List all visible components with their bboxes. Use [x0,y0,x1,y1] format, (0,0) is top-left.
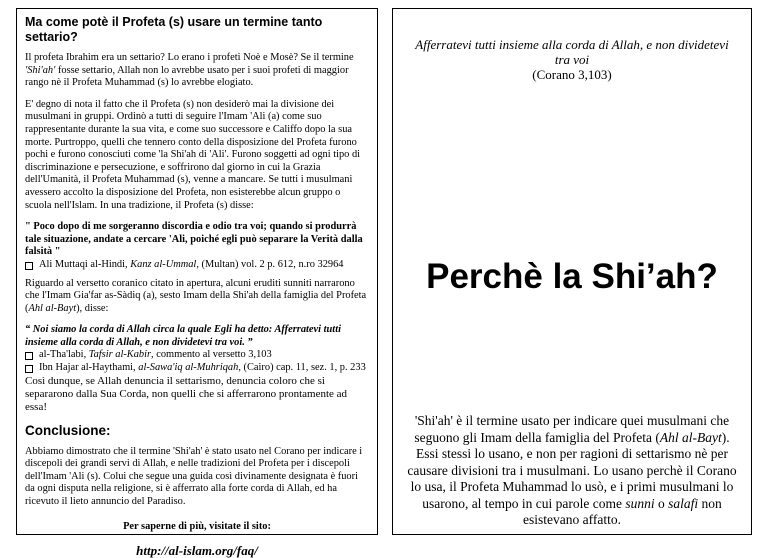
reference-list-1 [25,259,369,272]
paragraph-sectarianism: Così dunque, se Allah denuncia il settarismo, denuncia coloro che si separarono dalla Sua Corda, non quelli che si afferrarono prontamente ad essa! [25,374,348,413]
checkbox-bullet-icon [25,365,33,373]
hadith-quote: " Poco dopo di me sorgeranno discordia e odio tra voi; quando si produrrà tale situazione, andate a cercare 'Ali, poiché egli può separare la Verità dalla falsità " [25,221,363,258]
checkbox-bullet-icon [25,262,33,270]
shiah-term: 'Shi'ah' [25,64,56,76]
left-panel [16,8,378,558]
imam-quote: “ Noi siamo la corda di Allah circa la quale Egli ha detto: Afferratevi tutti insieme alla corda di Allah, e non dividetevi tra voi. ” [25,324,341,348]
paragraph-prophets: Il profeta Ibrahim era un settario? Lo erano i profeti Noè e Mosè? Se il termine 'Shi'ah' fosse settario, Allah non lo avrebbe usato per i suoi profeti di maggior rango nè il Profeta Muhammad (s) lo avrebbe elogiato. [25,52,354,89]
quran-motto [413,37,731,82]
motto-text: Afferratevi tutti insieme alla corda di Allah, e non dividetevi tra voi [415,37,729,67]
description: 'Shi'ah' è il termine usato per indicare quei musulmani che seguono gli Imam della famiglia del Profeta (Ahl al-Bayt). Essi stessi lo usano, e non per ragioni di settarismo nè per causare divisioni tra i musulmani. Lo usano perchè il Corano lo usa, il Profeta Muhammad lo usò, e i primi musulmani lo usarono, al tempo in cui parole come sunni o salafi non esistevano affatto. [407,413,737,527]
reference-list-2 [25,349,369,374]
motto-reference: (Corano 3,103) [532,67,612,82]
section-heading: Ma come potè il Profeta (s) usare un termine tanto settario? [25,15,323,44]
right-panel [392,8,752,535]
call-to-action: Per saperne di più, visitate il sito: [123,520,271,532]
paragraph-verse: Riguardo al versetto coranico citato in apertura, alcuni eruditi sunniti narrarono che l'Imam Gia'far as-Sàdiq (a), sesto Imam della Shi'ah della famiglia del Profeta (Ahl al-Bayt), disse: [25,277,367,314]
website-link[interactable]: http://al-islam.org/faq/ [136,543,258,558]
checkbox-bullet-icon [25,352,33,360]
reference-item: al-Tha'labi, Tafsir al-Kabir, commento al versetto 3,103 [25,349,369,362]
page-title: Perchè la Shi’ah? [426,257,718,296]
paragraph-history: E' degno di nota il fatto che il Profeta (s) non desiderò mai la divisione dei musulmani in gruppi. Ordinò a tutti di seguire l'Imam 'Ali (a) come suo rappresentante durante la sua vita, e come suo successore e Califfo dopo la sua morte. Purtroppo, quelli che tennero conto della disposizione del Profeta furono pochi e furono conosciuti come 'la Shi'ah di 'Ali'. Furono soggetti ad ogni tipo di discriminazione e persecuzione, e soffrirono dal giorno in cui la Grazia dell'Umanità, il Profeta Muhammad (s), venne a mancare. Se tutti i musulmani avessero accolto la disposizione del Profeta, non esisterebbe alcun gruppo o scuola nell'Islam. In una tradizione, il Profeta (s) disse: [25,98,361,211]
reference-item: Ali Muttaqi al-Hindi, Kanz al-Ummal, (Multan) vol. 2 p. 612, n.ro 32964 [25,259,369,272]
paragraph-conclusion: Abbiamo dimostrato che il termine 'Shi'ah' è stato usato nel Corano per indicare i discepoli dei grandi servi di Allah, e nelle tradizioni del Profeta per i discepoli dell'Imam 'Ali (s). Colui che segue una guida così divinamente designata è fuori da ogni disputa nella religione, si è afferrato alla forte corda di Allah, ed ha ricevuto il lieto annuncio del Paradiso. [25,445,363,508]
conclusion-heading: Conclusione: [25,422,111,438]
reference-item: Ibn Hajar al-Haythami, al-Sawa'iq al-Muhriqah, (Cairo) cap. 11, sez. 1, p. 233 [25,362,369,375]
